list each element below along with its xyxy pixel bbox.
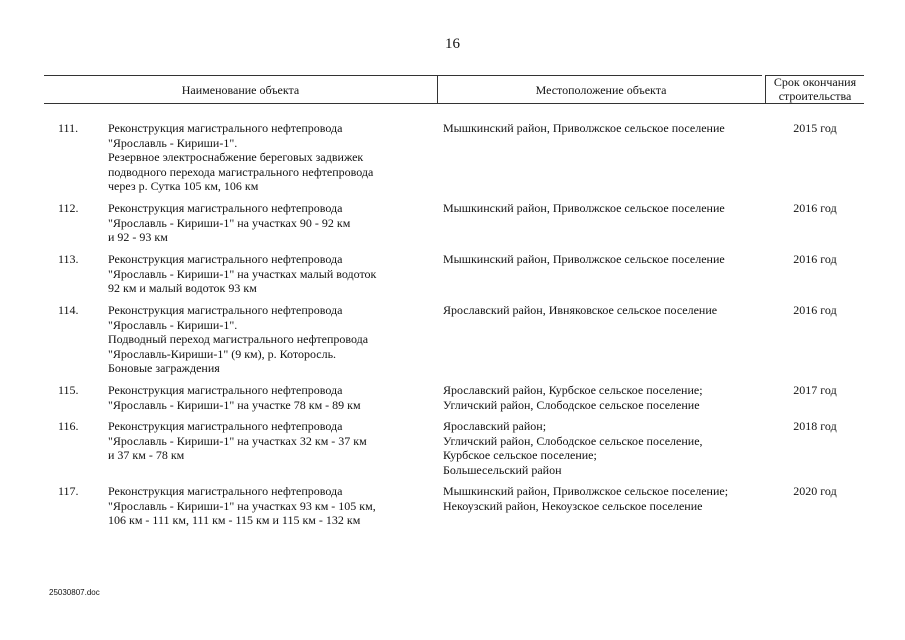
object-name: Реконструкция магистрального нефтепровода "Ярославль - Кириши-1" на участке 78 км - 89 км [108,383,361,412]
row-number: 113. [58,252,79,266]
object-name: Реконструкция магистрального нефтепровода "Ярославль - Кириши-1" на участках 90 - 92 км и 92 - 93 км [108,201,351,244]
object-name: Реконструкция магистрального нефтепровода "Ярославль - Кириши-1" на участках 93 км - 105 км, 106 км - 111 км, 111 км - 115 км и 115 км - 132 км [108,484,376,527]
page-number: 16 [445,36,460,52]
row-number: 116. [58,419,79,433]
table-top-rule [44,75,762,76]
completion-year: 2015 год [793,121,837,135]
object-name: Реконструкция магистрального нефтепровода "Ярославль - Кириши-1" на участках 32 км - 37 км и 37 км - 78 км [108,419,367,462]
completion-year: 2016 год [793,303,837,317]
object-location: Мышкинский район, Приволжское сельское поселение [443,201,725,215]
object-location: Ярославский район, Курбское сельское поселение; Угличский район, Слободское сельское поселение [443,383,703,412]
object-location: Мышкинский район, Приволжское сельское поселение; Некоузский район, Некоузское сельское поселение [443,484,729,513]
header-object-location: Местоположение объекта [535,83,667,97]
object-name: Реконструкция магистрального нефтепровода "Ярославль - Кириши-1" на участках малый водоток 92 км и малый водоток 93 км [108,252,377,295]
table-header-bottom-rule [44,103,864,104]
row-number: 115. [58,383,79,397]
object-location: Ярославский район, Ивняковское сельское поселение [443,303,718,317]
object-name: Реконструкция магистрального нефтепровода "Ярославль - Кириши-1". Подводный переход магистрального нефтепровода "Ярославль-Кириши-1" (9 км), р. Которосль. Боновые заграждения [108,303,369,375]
header-completion-term: Срок окончания строительства [773,75,857,103]
row-number: 111. [58,121,79,135]
row-number: 114. [58,303,79,317]
completion-year: 2017 год [793,383,837,397]
completion-year: 2016 год [793,252,837,266]
completion-year: 2016 год [793,201,837,215]
object-location: Мышкинский район, Приволжское сельское поселение [443,252,725,266]
completion-year: 2018 год [793,419,837,433]
object-name: Реконструкция магистрального нефтепровода "Ярославль - Кириши-1". Резервное электроснабжение береговых задвижек подводного перехода магистрального нефтепровода через р. Сутка 105 км, 106 км [108,121,374,193]
row-number: 112. [58,201,79,215]
header-object-name: Наименование объекта [181,83,300,97]
row-number: 117. [58,484,79,498]
object-location: Ярославский район; Угличский район, Слободское сельское поселение, Курбское сельское поселение; Большесельский район [443,419,703,477]
completion-year: 2020 год [793,484,837,498]
footer-filename: 25030807.doc [49,588,100,597]
object-location: Мышкинский район, Приволжское сельское поселение [443,121,725,135]
